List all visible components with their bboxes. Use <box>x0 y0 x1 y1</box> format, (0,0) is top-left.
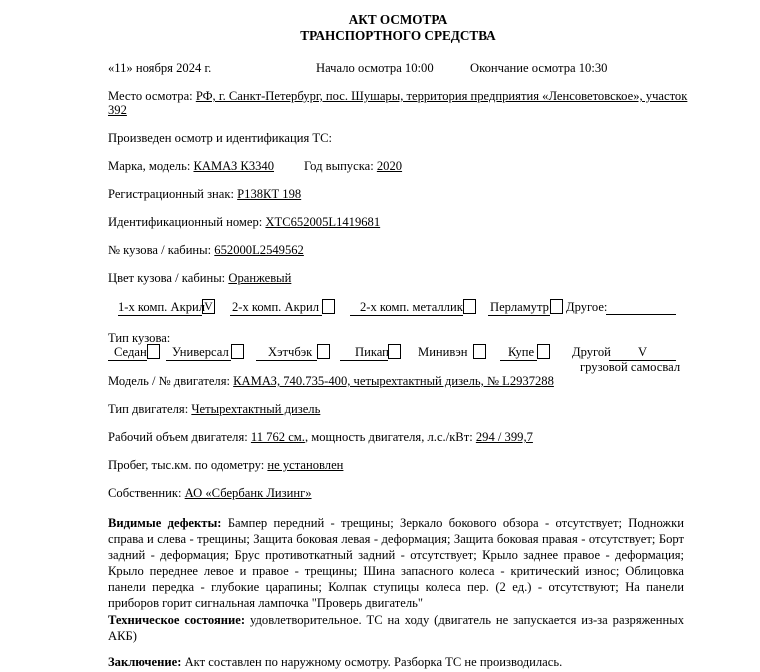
body-number-label: № кузова / кабины: <box>108 243 212 257</box>
place-row <box>108 89 687 104</box>
underline <box>118 315 202 316</box>
paint-acryl-1-label: 1-х комп. Акрил <box>118 300 206 314</box>
inspection-date: «11» ноября 2024 г. <box>108 61 212 75</box>
inspection-start: Начало осмотра 10:00 <box>316 61 434 75</box>
year-value: 2020 <box>376 159 403 173</box>
volume-value: 11 762 см. <box>250 430 305 444</box>
make-value: КАМАЗ К3340 <box>193 159 275 173</box>
paint-metallic-checkbox[interactable] <box>463 299 476 314</box>
body-pickup-checkbox[interactable] <box>388 344 401 359</box>
body-hatchback-checkbox[interactable] <box>317 344 330 359</box>
volume-label: Рабочий объем двигателя: <box>108 430 248 444</box>
body-minivan-checkbox[interactable] <box>473 344 486 359</box>
conclusion-label: Заключение: <box>108 655 182 669</box>
place-label: Место осмотра: <box>108 89 193 103</box>
place-value: РФ, г. Санкт-Петербург, пос. Шушары, территория предприятия «Ленсоветовское», участок <box>195 89 688 103</box>
paint-pearl-label: Перламутр <box>490 300 549 314</box>
mileage-label: Пробег, тыс.км. по одометру: <box>108 458 265 472</box>
underline <box>108 360 147 361</box>
vin-value: XTC652005L1419681 <box>265 215 381 229</box>
underline <box>350 315 463 316</box>
vin-row <box>108 215 380 230</box>
body-number-value: 652000L2549562 <box>214 243 304 257</box>
body-hatchback-label: Хэтчбэк <box>268 345 313 359</box>
place-value-cont: 392 <box>108 103 127 117</box>
engine-model-label: Модель / № двигателя: <box>108 374 230 388</box>
year-label: Год выпуска: <box>304 159 374 173</box>
paint-acryl-2-label: 2-х комп. Акрил <box>232 300 320 314</box>
body-other-value: грузовой самосвал <box>580 360 681 374</box>
body-number-row <box>108 243 304 258</box>
owner-row <box>108 486 312 501</box>
mileage-value: не установлен <box>267 458 344 472</box>
defects-label: Видимые дефекты: <box>108 516 222 530</box>
body-sedan-checkbox[interactable] <box>147 344 160 359</box>
engine-type-value: Четырехтактный дизель <box>191 402 321 416</box>
defects-paragraph <box>108 515 684 611</box>
paint-other-label: Другое: <box>566 300 608 314</box>
tech-state-label: Техническое состояние: <box>108 613 246 627</box>
underline <box>256 360 317 361</box>
title-line-2: ТРАНСПОРТНОГО СРЕДСТВА <box>300 28 496 43</box>
engine-type-row <box>108 402 320 417</box>
engine-model-value: КАМАЗ, 740.735-400, четырехтактный дизель, № L2937288 <box>233 374 554 388</box>
underline <box>230 315 322 316</box>
body-type-label: Тип кузова: <box>108 331 171 345</box>
paint-pearl-checkbox[interactable] <box>550 299 563 314</box>
body-universal-label: Универсал <box>172 345 229 359</box>
color-row <box>108 271 291 286</box>
mileage-row <box>108 458 343 473</box>
inspection-end: Окончание осмотра 10:30 <box>470 61 608 75</box>
defects-text: Бампер передний - трещины; Зеркало бокового обзора - отсутствует; Подножки справа и слева - трещины; Защита боковая левая - деформация; Защита боковая правая - отсутствует; Борт задний - деформация; Брус противоткатный задний - отсутствует; Крыло заднее правое - деформация; Крыло переднее левое и правое - трещины; Шина запасного колеса - критический износ; Облицовка панели передка - глубокие царапины; Колпак ступицы колеса пер. (2 ед.) - отсутствуют; На панели приборов горит сигнальная лампочка "Проверь двигатель" <box>108 516 684 610</box>
paint-metallic-label: 2-х комп. металлик <box>360 300 463 314</box>
make-row <box>108 159 274 174</box>
underline <box>500 360 537 361</box>
conclusion-paragraph <box>108 654 684 670</box>
owner-value: АО «Сбербанк Лизинг» <box>184 486 312 500</box>
check-mark: V <box>204 299 213 313</box>
underline <box>488 315 550 316</box>
engine-type-label: Тип двигателя: <box>108 402 189 416</box>
paint-acryl-2-checkbox[interactable] <box>322 299 335 314</box>
body-coupe-checkbox[interactable] <box>537 344 550 359</box>
body-minivan-label: Минивэн <box>418 345 468 359</box>
engine-model-row <box>108 374 554 389</box>
reg-value: Р138КТ 198 <box>237 187 302 201</box>
make-label: Марка, модель: <box>108 159 191 173</box>
engine-volume-row <box>108 430 533 445</box>
tech-state-text: удовлетворительное. ТС на ходу (двигатель не запускается из-за разряженных АКБ) <box>108 613 684 643</box>
underline <box>166 360 231 361</box>
tech-state-paragraph <box>108 612 684 644</box>
paint-acryl-1-checkbox[interactable] <box>202 299 215 314</box>
power-label: , мощность двигателя, л.с./кВт: <box>304 430 473 444</box>
power-value: 294 / 399,7 <box>475 430 533 444</box>
conclusion-text: Акт составлен по наружному осмотру. Разборка ТС не производилась. <box>184 655 563 669</box>
body-other-label: Другой <box>572 345 611 359</box>
identification-header: Произведен осмотр и идентификация ТС: <box>108 131 333 145</box>
reg-label: Регистрационный знак: <box>108 187 234 201</box>
body-universal-checkbox[interactable] <box>231 344 244 359</box>
title-line-1: АКТ ОСМОТРА <box>348 12 448 27</box>
body-coupe-label: Купе <box>508 345 535 359</box>
body-pickup-label: Пикап <box>355 345 389 359</box>
color-value: Оранжевый <box>228 271 292 285</box>
body-other-check-mark: V <box>638 345 648 359</box>
owner-label: Собственник: <box>108 486 182 500</box>
vin-label: Идентификационный номер: <box>108 215 263 229</box>
year-row <box>304 159 402 174</box>
underline <box>340 360 388 361</box>
color-label: Цвет кузова / кабины: <box>108 271 226 285</box>
reg-row <box>108 187 301 202</box>
paint-other-field[interactable] <box>606 314 676 315</box>
body-sedan-label: Седан <box>114 345 147 359</box>
